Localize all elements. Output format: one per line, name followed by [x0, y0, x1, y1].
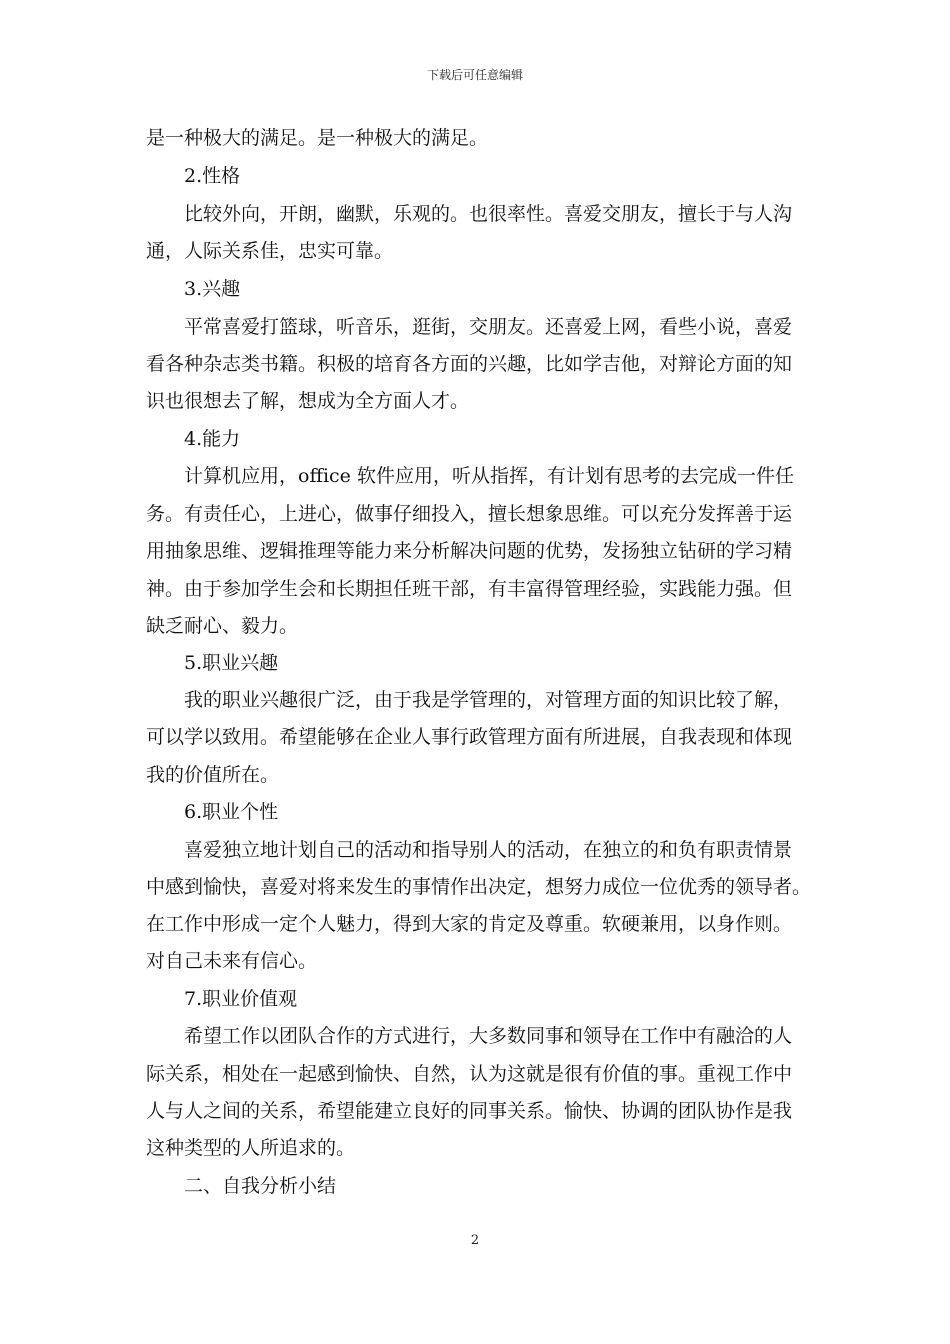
paragraph-line: 我的价值所在。 — [146, 764, 280, 786]
section-heading-summary: 二、自我分析小结 — [184, 1175, 337, 1197]
paragraph-line: 可以学以致用。希望能够在企业人事行政管理方面有所进展，自我表现和体现 — [146, 726, 793, 748]
paragraph-line: 我的职业兴趣很广泛，由于我是学管理的，对管理方面的知识比较了解， — [184, 689, 793, 711]
paragraph-line: 在工作中形成一定个人魅力，得到大家的肯定及尊重。软硬兼用，以身作则。 — [146, 913, 793, 935]
section-heading-ability: 4.能力 — [184, 428, 241, 450]
paragraph-line: 神。由于参加学生会和长期担任班干部，有丰富得管理经验，实践能力强。但 — [146, 578, 793, 600]
paragraph-line: 平常喜爱打篮球，听音乐，逛街，交朋友。还喜爱上网，看些小说，喜爱 — [184, 316, 793, 338]
page-header: 下载后可任意编辑 — [426, 68, 523, 82]
paragraph-line: 务。有责任心，上进心，做事仔细投入，擅长想象思维。可以充分发挥善于运 — [146, 503, 793, 525]
paragraph-line: 计算机应用，office 软件应用，听从指挥，有计划有思考的去完成一件任 — [184, 465, 794, 487]
paragraph-line: 对自己未来有信心。 — [146, 950, 318, 972]
section-heading-personality: 2.性格 — [184, 165, 241, 187]
paragraph-line: 希望工作以团队合作的方式进行，大多数同事和领导在工作中有融洽的人 — [184, 1025, 793, 1047]
section-heading-career-values: 7.职业价值观 — [184, 988, 298, 1010]
paragraph-line: 比较外向，开朗，幽默，乐观的。也很率性。喜爱交朋友，擅长于与人沟 — [184, 203, 793, 225]
paragraph-line: 中感到愉快，喜爱对将来发生的事情作出决定，想努力成位一位优秀的领导者。 — [146, 876, 812, 898]
paragraph-line: 用抽象思维、逻辑推理等能力来分析解决问题的优势，发扬独立钻研的学习精 — [146, 540, 793, 562]
section-heading-interests: 3.兴趣 — [184, 278, 241, 300]
paragraph-line: 看各种杂志类书籍。积极的培育各方面的兴趣，比如学吉他，对辩论方面的知 — [146, 353, 793, 375]
paragraph-line: 喜爱独立地计划自己的活动和指导别人的活动，在独立的和负有职责情景 — [184, 839, 793, 861]
paragraph-line: 际关系，相处在一起感到愉快、自然，认为这就是很有价值的事。重视工作中 — [146, 1063, 793, 1085]
section-heading-career-interest: 5.职业兴趣 — [184, 652, 279, 674]
section-heading-career-personality: 6.职业个性 — [184, 801, 279, 823]
paragraph-line: 缺乏耐心、毅力。 — [146, 615, 299, 637]
paragraph-line: 识也很想去了解，想成为全方面人才。 — [146, 390, 470, 412]
page-number: 2 — [470, 1233, 480, 1248]
paragraph-line: 这种类型的人所追求的。 — [146, 1137, 356, 1159]
paragraph-line: 是一种极大的满足。是一种极大的满足。 — [146, 127, 489, 149]
paragraph-line: 通，人际关系佳，忠实可靠。 — [146, 240, 394, 262]
paragraph-line: 人与人之间的关系，希望能建立良好的同事关系。愉快、协调的团队协作是我 — [146, 1100, 793, 1122]
